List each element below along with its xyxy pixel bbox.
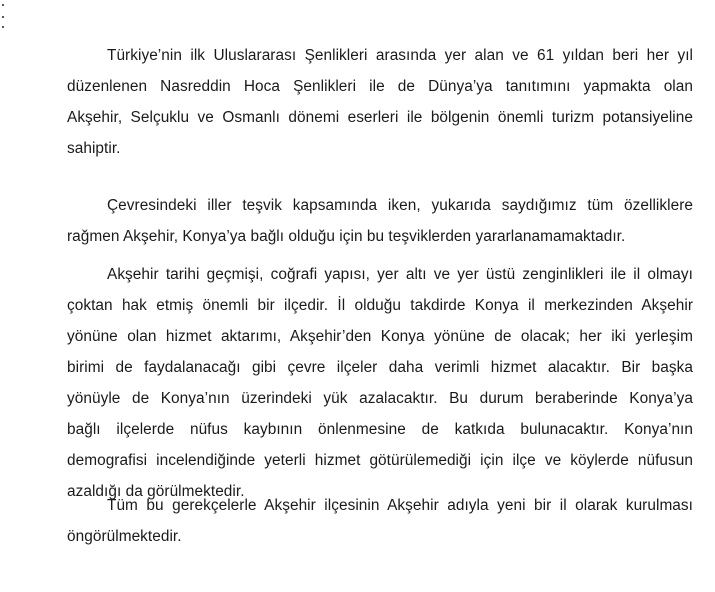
text-line: rağmen Akşehir, Konya’ya bağlı olduğu için bu teşviklerden yararlanamamaktadır. bbox=[67, 228, 626, 245]
text-line: sahiptir. bbox=[67, 140, 121, 157]
text-line: Çevresindeki iller teşvik kapsamında iken, yukarıda saydığımız tüm özelliklere bbox=[107, 197, 693, 214]
text-line: Tüm bu gerekçelerle Akşehir ilçesinin Akşehir adıyla yeni bir il olarak kurulması bbox=[107, 497, 693, 514]
text-line: Akşehir, Selçuklu ve Osmanlı dönemi eserleri ile bölgenin önemli turizm potansiyeline bbox=[67, 109, 693, 126]
text-line: bağlı ilçelerde nüfus kaybının önlenmesine de katkıda bulunacaktır. Konya’nın bbox=[67, 421, 693, 438]
text-line: çoktan hak etmiş önemli bir ilçedir. İl olduğu takdirde Konya il merkezinden Akşehir bbox=[67, 297, 693, 314]
text-line: yönüne olan hizmet aktarımı, Akşehir’den Konya yönüne de olacak; her iki yerleşim bbox=[67, 328, 693, 345]
text-line: yönüyle de Konya’nın üzerindeki yük azalacaktır. Bu durum beraberinde Konya’ya bbox=[67, 390, 693, 407]
text-line: demografisi incelendiğinde yeterli hizmet götürülemediği için ilçe ve köylerde nüfusun bbox=[67, 452, 693, 469]
text-line: azaldığı da görülmektedir. bbox=[67, 483, 245, 500]
text-line: Türkiye’nin ilk Uluslararası Şenlikleri arasında yer alan ve 61 yıldan beri her yıl bbox=[107, 47, 693, 64]
text-line: Akşehir tarihi geçmişi, coğrafi yapısı, yer altı ve yer üstü zenginlikleri ile il olmayı bbox=[107, 266, 693, 283]
paragraph-province-argument bbox=[67, 259, 693, 507]
page-corner-mark bbox=[2, 4, 6, 30]
text-line: birimi de faydalanacağı gibi çevre ilçeler daha verimli hizmet alacaktır. Bir başka bbox=[67, 359, 693, 376]
text-line: düzenlenen Nasreddin Hoca Şenlikleri ile de Dünya’ya tanıtımını yapmakta olan bbox=[67, 78, 693, 95]
paragraph-incentives bbox=[67, 190, 693, 252]
paragraph-tourism bbox=[67, 40, 693, 164]
text-line: öngörülmektedir. bbox=[67, 528, 182, 545]
